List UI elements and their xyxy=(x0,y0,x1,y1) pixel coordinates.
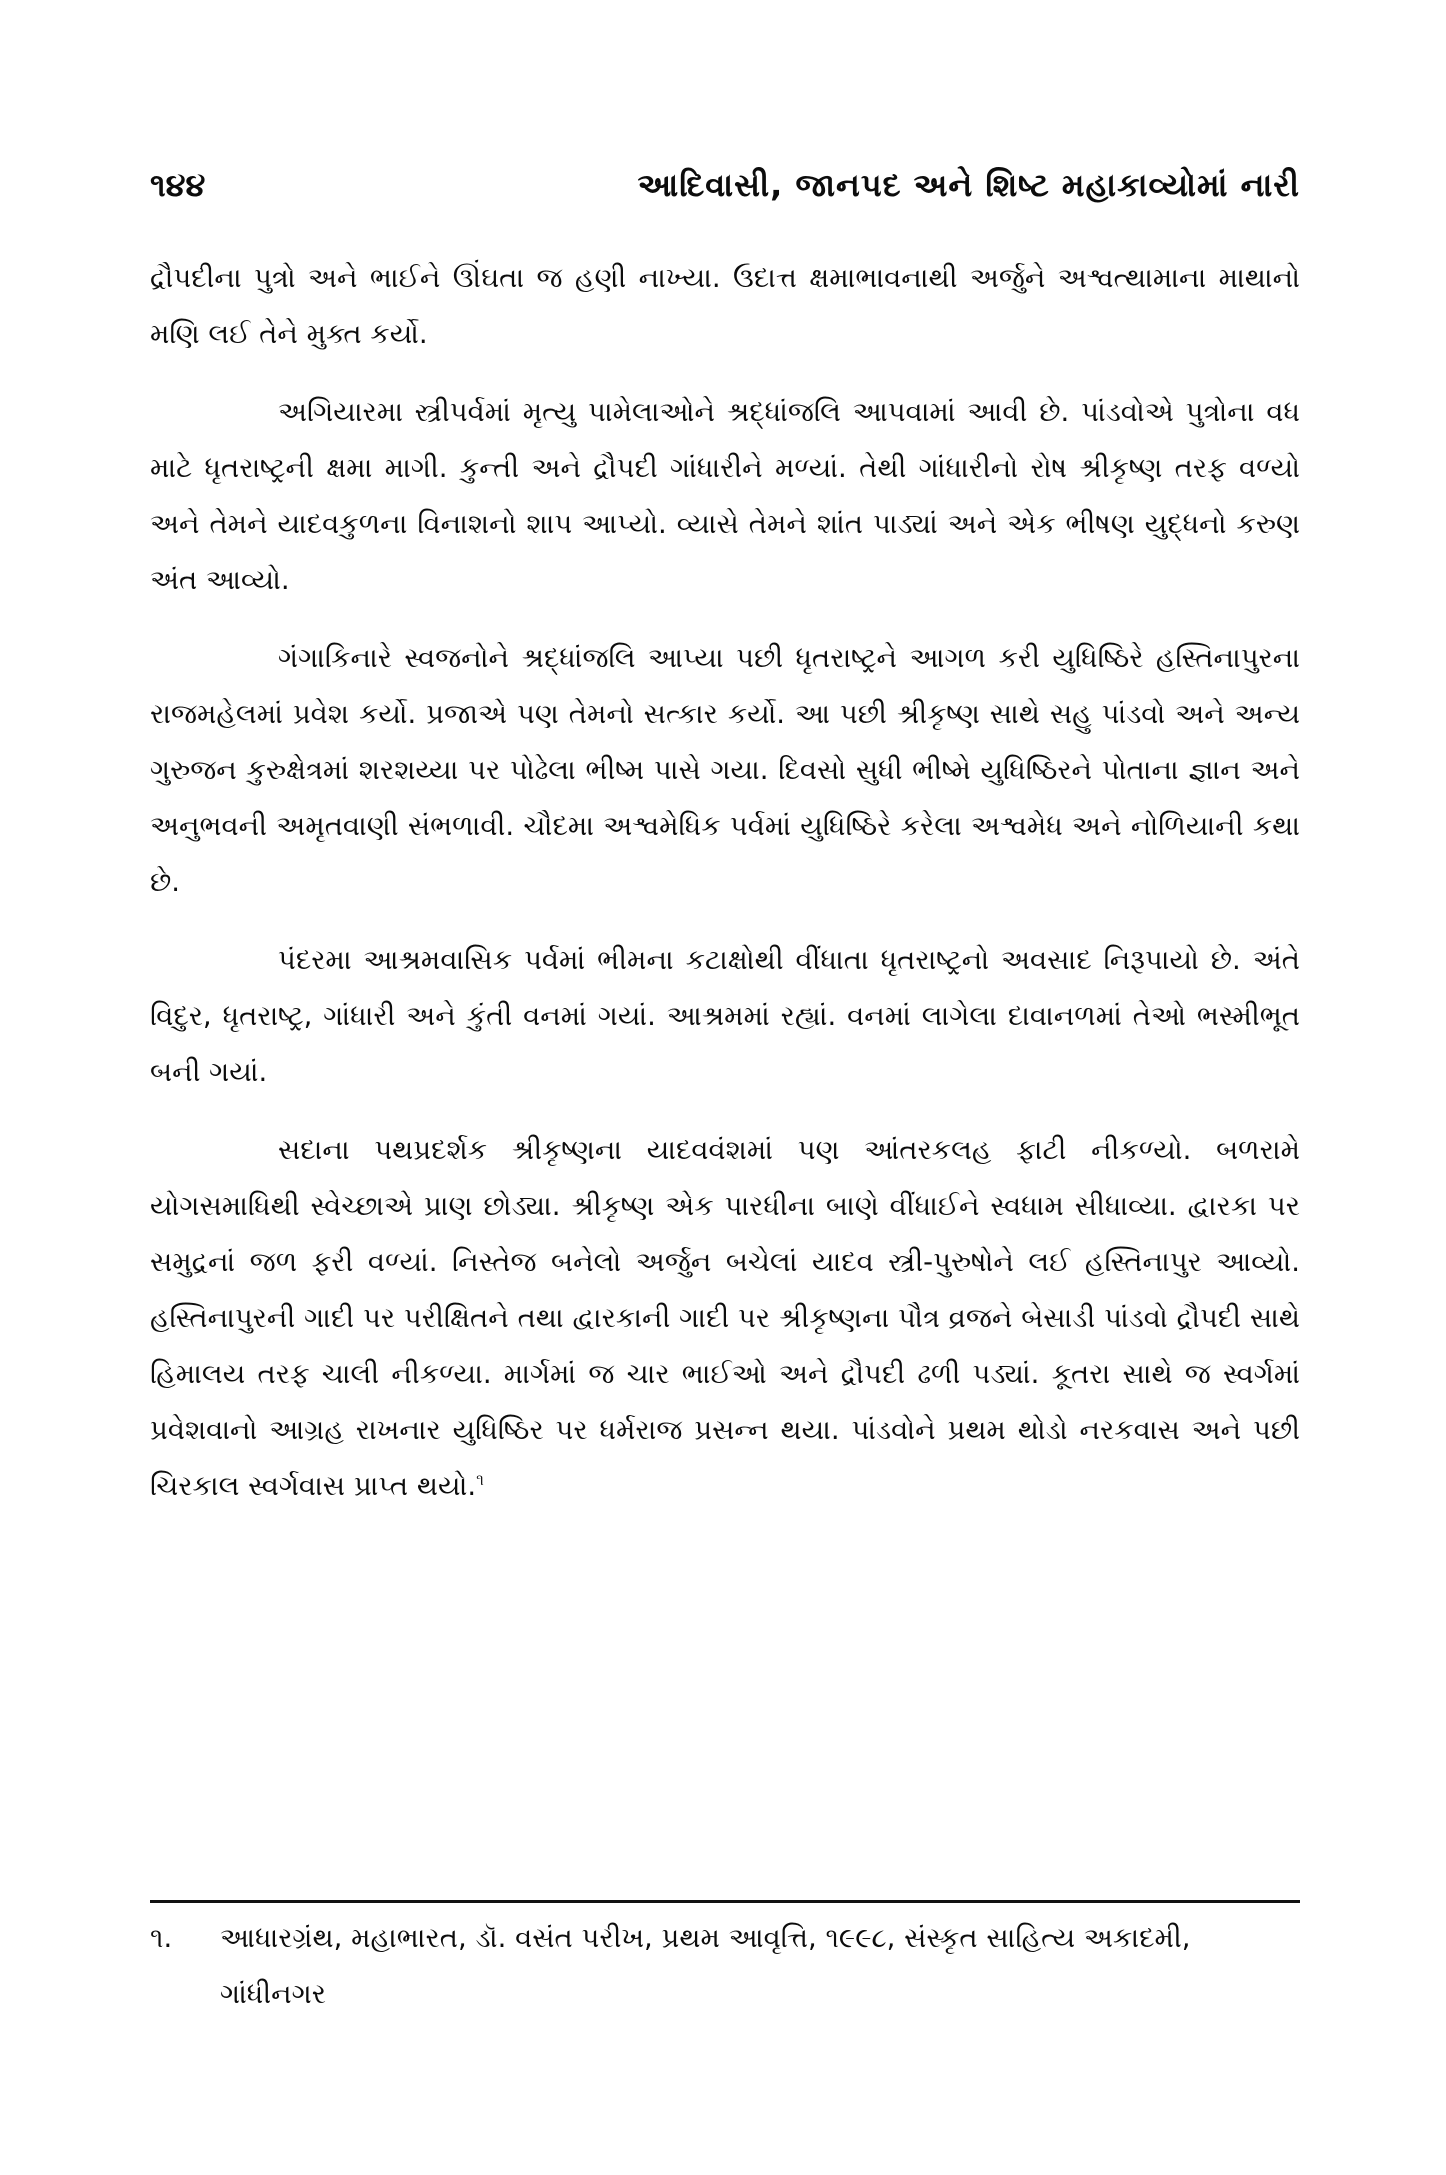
running-header xyxy=(150,160,1300,210)
paragraph-2: અગિયારમા સ્ત્રીપર્વમાં મૃત્યુ પામેલાઓને શ્રદ્ધાંજલિ આપવામાં આવી છે. પાંડવોએ પુત્રોના વધ માટે ધૃતરાષ્ટ્રની ક્ષમા માગી. કુન્તી અને દ્રૌપદી ગાંધારીને મળ્યાં. તેથી ગાંધારીનો રોષ શ્રીકૃષ્ણ તરફ વળ્યો અને તેમને યાદવકુળના વિનાશનો શાપ આપ્યો. વ્યાસે તેમને શાંત પાડ્યાં અને એક ભીષણ યુદ્ધનો કરુણ અંત આવ્યો. xyxy=(150,396,1300,596)
book-page xyxy=(150,150,1300,2080)
footnotes xyxy=(150,1910,1300,2022)
footnote-marker: ૧. xyxy=(150,1922,173,1954)
page-number: ૧૪૪ xyxy=(150,166,206,204)
footnote-reference: ૧ xyxy=(476,1469,484,1489)
footnote-1 xyxy=(150,1910,1300,2022)
book-title: આદિવાસી, જાનપદ અને શિષ્ટ મહાકાવ્યોમાં નારી xyxy=(637,166,1300,204)
paragraph-5 xyxy=(150,1122,1300,1514)
footnote-divider xyxy=(150,1900,1300,1903)
paragraph-5-text: સદાના પથપ્રદર્શક શ્રીકૃષ્ણના યાદવવંશમાં પણ આંતરકલહ ફાટી નીકળ્યો. બળરામે યોગસમાધિથી સ્વેચ્છાએ પ્રાણ છોડ્યા. શ્રીકૃષ્ણ એક પારધીના બાણે વીંધાઈને સ્વધામ સીધાવ્યા. દ્વારકા પર સમુદ્રનાં જળ ફરી વળ્યાં. નિસ્તેજ બનેલો અર્જુન બચેલાં યાદવ સ્ત્રી-પુરુષોને લઈ હસ્તિનાપુર આવ્યો. હસ્તિનાપુરની ગાદી પર પરીક્ષિતને તથા દ્વારકાની ગાદી પર શ્રીકૃષ્ણના પૌત્ર વ્રજને બેસાડી પાંડવો દ્રૌપદી સાથે હિમાલય તરફ ચાલી નીકળ્યા. માર્ગમાં જ ચાર ભાઈઓ અને દ્રૌપદી ઢળી પડ્યાં. કૂતરા સાથે જ સ્વર્ગમાં પ્રવેશવાનો આગ્રહ રાખનાર યુધિષ્ઠિર પર ધર્મરાજ પ્રસન્ન થયા. પાંડવોને પ્રથમ થોડો નરકવાસ અને પછી ચિરકાલ સ્વર્ગવાસ પ્રાપ્ત થયો. xyxy=(150,1134,1300,1502)
footnote-text: આધારગ્રંથ, મહાભારત, ડૉ. વસંત પરીખ, પ્રથમ આવૃત્તિ, ૧૯૯૮, સંસ્કૃત સાહિત્ય અકાદમી, ગાંધીનગર xyxy=(220,1922,1191,2010)
paragraph-4: પંદરમા આશ્રમવાસિક પર્વમાં ભીમના કટાક્ષોથી વીંધાતા ધૃતરાષ્ટ્રનો અવસાદ નિરૂપાયો છે. અંતે વિદુર, ધૃતરાષ્ટ્ર, ગાંધારી અને કુંતી વનમાં ગયાં. આશ્રમમાં રહ્યાં. વનમાં લાગેલા દાવાનળમાં તેઓ ભસ્મીભૂત બની ગયાં. xyxy=(150,944,1300,1088)
body-text xyxy=(150,250,1300,1536)
paragraph-1: દ્રૌપદીના પુત્રો અને ભાઈને ઊંઘતા જ હણી નાખ્યા. ઉદાત્ત ક્ષમાભાવનાથી અર્જુને અશ્વત્થામાના માથાનો મણિ લઈ તેને મુક્ત કર્યો. xyxy=(150,262,1300,350)
paragraph-3: ગંગાકિનારે સ્વજનોને શ્રદ્ધાંજલિ આપ્યા પછી ધૃતરાષ્ટ્રને આગળ કરી યુધિષ્ઠિરે હસ્તિનાપુરના રાજમહેલમાં પ્રવેશ કર્યો. પ્રજાએ પણ તેમનો સત્કાર કર્યો. આ પછી શ્રીકૃષ્ણ સાથે સહુ પાંડવો અને અન્ય ગુરુજન કુરુક્ષેત્રમાં શરશય્યા પર પોઢેલા ભીષ્મ પાસે ગયા. દિવસો સુધી ભીષ્મે યુધિષ્ઠિરને પોતાના જ્ઞાન અને અનુભવની અમૃતવાણી સંભળાવી. ચૌદમા અશ્વમેધિક પર્વમાં યુધિષ્ઠિરે કરેલા અશ્વમેધ અને નોળિયાની કથા છે. xyxy=(150,642,1300,898)
